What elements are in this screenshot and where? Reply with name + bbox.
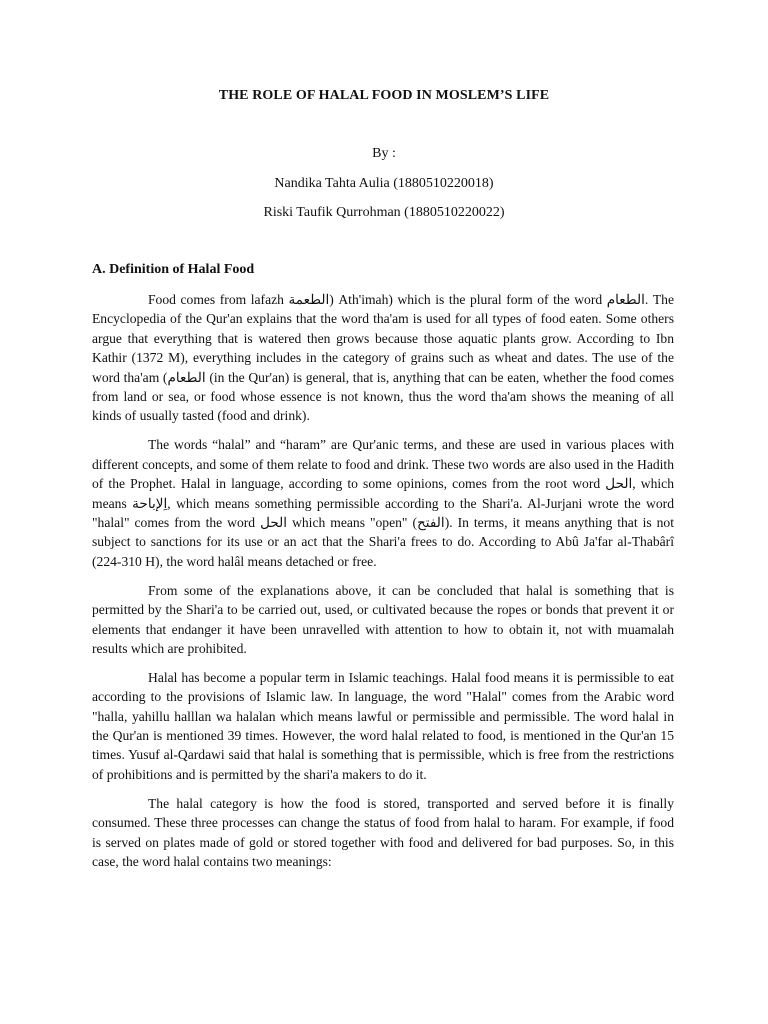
paragraph-3: From some of the explanations above, it can be concluded that halal is something that is permitted by the Shari'a to be carried out, used, or cultivated because the ropes or bonds that prevent it or elements that endanger it have been unravelled with attention to how to obtain it, not with muamalah results which are prohibited. (92, 582, 674, 656)
paragraph-5: The halal category is how the food is stored, transported and served before it is finally consumed. These three processes can change the status of food from halal to haram. For example, if food is served on plates made of gold or stored together with food and delivered for bad purposes. So, in this case, the word halal contains two meanings: (92, 795, 674, 869)
by-label: By : (372, 146, 396, 161)
section-heading: A. Definition of Halal Food (92, 262, 255, 277)
paragraph-1: Food comes from lafazh الطعمة) Ath'imah) which is the plural form of the word الطعام. The Encyclopedia of the Qur'an explains that the word tha'am is used for all types of food eaten. Some others argue that everything that is watered then grows because those aquatic plants grow. According to Ibn Kathir (1372 M), everything includes in the category of grains such as wheat and dates. The use of the word tha'am (الطعام (in the Qur'an) is general, that is, anything that can be eaten, whether the food comes from land or sea, or food whose essence is not known, thus the word tha'am shows the meaning of all kinds of usually tasted (food and drink). (92, 292, 674, 424)
author-line-2: Riski Taufik Qurrohman (1880510220022) (263, 205, 505, 220)
paragraph-2: The words “halal” and “haram” are Qur'anic terms, and these are used in various places with different concepts, and some of them relate to food and drink. These two words are also used in the Hadith of the Prophet. Halal in language, according to some opinions, comes from the root word الحل, which means اِلإباحة, which means something permissible according to the Shari'a. Al-Jurjani wrote the word "halal" comes from the word الحل which means "open" (الفتح). In terms, it means anything that is not subject to sanctions for its use or an act that the Shari'a frees to do. According to Abû Ja'far al-Thabârî (224-310 H), the word halâl means detached or free. (92, 437, 675, 569)
author-line-1: Nandika Tahta Aulia (1880510220018) (274, 176, 494, 191)
paragraph-4: Halal has become a popular term in Islamic teachings. Halal food means it is permissible to eat according to the provisions of Islamic law. In language, the word "Halal" comes from the Arabic word "halla, yahillu halllan wa halalan which means lawful or permissible and permissible. The word halal in the Qur'an is mentioned 39 times. However, the word halal related to food, is mentioned in the Qur'an 15 times. Yusuf al-Qardawi said that halal is something that is permissible, which is free from the restrictions of prohibitions and is permitted by the shari'a makers to do it. (92, 669, 674, 782)
document-title: THE ROLE OF HALAL FOOD IN MOSLEM’S LIFE (218, 88, 550, 103)
body-text (92, 290, 674, 881)
